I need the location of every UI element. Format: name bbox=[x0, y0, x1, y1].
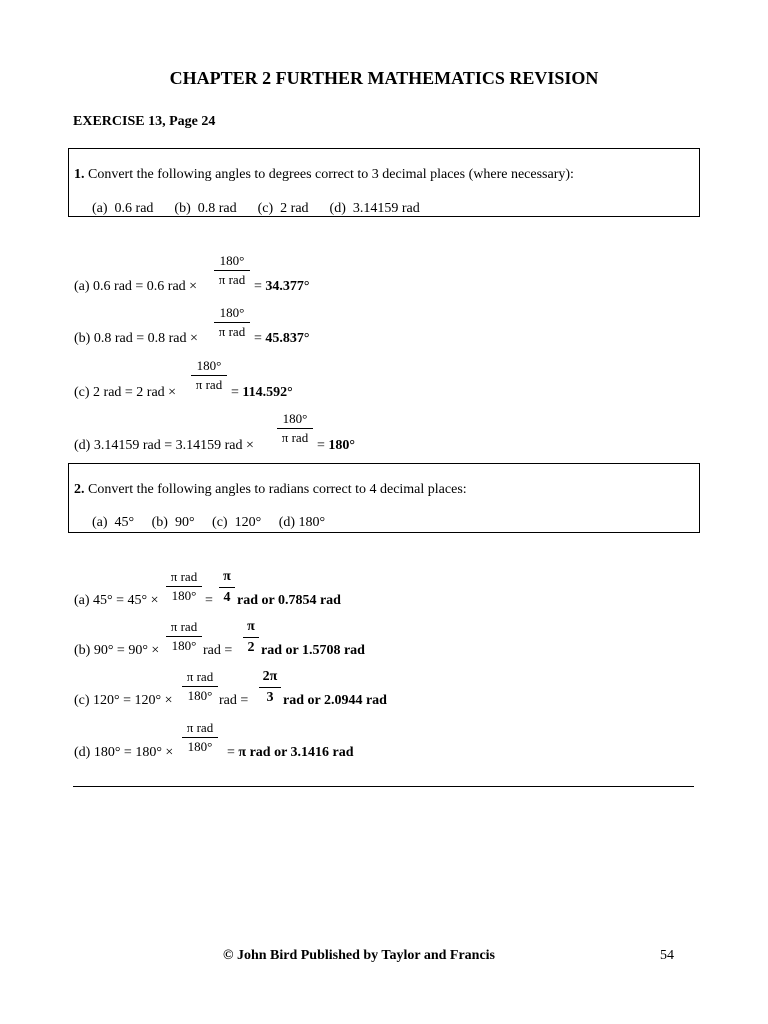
question-2-options: (a) 45° (b) 90° (c) 120° (d) 180° bbox=[92, 515, 326, 530]
answer-1d-fraction bbox=[277, 412, 313, 444]
answer-1b-fraction bbox=[214, 306, 250, 338]
question-1-box bbox=[68, 148, 700, 217]
fraction-denominator: 4 bbox=[223, 590, 231, 605]
answer-value: 45.837° bbox=[265, 331, 310, 346]
footer-copyright: © John Bird Published by Taylor and Francis bbox=[223, 948, 496, 963]
equals-sign: = bbox=[254, 331, 262, 346]
fraction-numerator: 180° bbox=[277, 412, 313, 429]
fraction-denominator: π rad bbox=[218, 324, 246, 339]
page-number: 54 bbox=[660, 948, 674, 963]
answer-2a-result-fraction bbox=[219, 570, 235, 605]
answer-1c-fraction bbox=[191, 359, 227, 391]
fraction-numerator: π bbox=[243, 620, 259, 638]
answer-2a-mid: = bbox=[205, 593, 213, 608]
answer-2d-result bbox=[227, 745, 354, 761]
answer-2c-fraction bbox=[182, 670, 218, 702]
equals-sign: = bbox=[227, 745, 235, 760]
answer-2a-fraction bbox=[166, 570, 202, 602]
answer-1d-result bbox=[317, 438, 355, 454]
answer-2d-lhs: (d) 180° = 180° × bbox=[74, 745, 174, 760]
fraction-numerator: π rad bbox=[182, 670, 218, 687]
fraction-numerator: 180° bbox=[214, 306, 250, 323]
answer-2d-fraction bbox=[182, 721, 218, 753]
fraction-numerator: 180° bbox=[191, 359, 227, 376]
question-1-number: 1. bbox=[74, 167, 85, 182]
answer-2c-mid: rad = bbox=[219, 693, 249, 708]
fraction-denominator: 180° bbox=[171, 638, 197, 653]
answer-1d-lhs: (d) 3.14159 rad = 3.14159 rad × bbox=[74, 438, 254, 453]
answer-1a-fraction bbox=[214, 254, 250, 286]
question-2-number: 2. bbox=[74, 482, 85, 497]
fraction-numerator: 2π bbox=[259, 670, 281, 688]
answer-1a-result bbox=[254, 279, 310, 295]
fraction-numerator: π rad bbox=[182, 721, 218, 738]
question-2-prompt: Convert the following angles to radians correct to 4 decimal places: bbox=[88, 482, 467, 497]
question-1-text bbox=[74, 167, 574, 183]
answer-2c-result-fraction bbox=[259, 670, 281, 705]
fraction-denominator: π rad bbox=[218, 272, 246, 287]
answer-value: 34.377° bbox=[265, 279, 310, 294]
question-1-prompt: Convert the following angles to degrees correct to 3 decimal places (where necessary): bbox=[88, 167, 574, 182]
question-2-box bbox=[68, 463, 700, 533]
fraction-numerator: π rad bbox=[166, 620, 202, 637]
answer-2c-value: rad or 2.0944 rad bbox=[283, 693, 387, 708]
answer-2b-result-fraction bbox=[243, 620, 259, 655]
answer-2a-lhs: (a) 45° = 45° × bbox=[74, 593, 159, 608]
equals-sign: = bbox=[231, 385, 239, 400]
answer-value: π rad or 3.1416 rad bbox=[238, 745, 354, 760]
question-1-options: (a) 0.6 rad (b) 0.8 rad (c) 2 rad (d) 3.14159 rad bbox=[92, 201, 420, 216]
answer-value: 180° bbox=[328, 438, 356, 453]
answer-2b-mid: rad = bbox=[203, 643, 233, 658]
page-title: CHAPTER 2 FURTHER MATHEMATICS REVISION bbox=[169, 68, 599, 88]
fraction-numerator: π bbox=[219, 570, 235, 588]
answer-1c-result bbox=[231, 385, 293, 401]
answer-1a-lhs: (a) 0.6 rad = 0.6 rad × bbox=[74, 279, 198, 294]
equals-sign: = bbox=[317, 438, 325, 453]
answer-1b-lhs: (b) 0.8 rad = 0.8 rad × bbox=[74, 331, 198, 346]
answer-2a-value: rad or 0.7854 rad bbox=[237, 593, 341, 608]
answer-value: 114.592° bbox=[242, 385, 293, 400]
fraction-denominator: 2 bbox=[247, 640, 255, 655]
fraction-denominator: π rad bbox=[195, 377, 223, 392]
fraction-denominator: 3 bbox=[266, 690, 274, 705]
fraction-denominator: 180° bbox=[171, 588, 197, 603]
exercise-heading: EXERCISE 13, Page 24 bbox=[73, 114, 216, 129]
fraction-denominator: 180° bbox=[187, 739, 213, 754]
answer-2b-value: rad or 1.5708 rad bbox=[261, 643, 365, 658]
answer-2c-lhs: (c) 120° = 120° × bbox=[74, 693, 173, 708]
equals-sign: = bbox=[254, 279, 262, 294]
fraction-numerator: 180° bbox=[214, 254, 250, 271]
answer-1b-result bbox=[254, 331, 310, 347]
answer-2b-lhs: (b) 90° = 90° × bbox=[74, 643, 160, 658]
fraction-denominator: π rad bbox=[281, 430, 309, 445]
answer-1c-lhs: (c) 2 rad = 2 rad × bbox=[74, 385, 177, 400]
fraction-numerator: π rad bbox=[166, 570, 202, 587]
fraction-denominator: 180° bbox=[187, 688, 213, 703]
answer-2b-fraction bbox=[166, 620, 202, 652]
question-2-text bbox=[74, 482, 467, 498]
section-divider bbox=[73, 786, 694, 787]
